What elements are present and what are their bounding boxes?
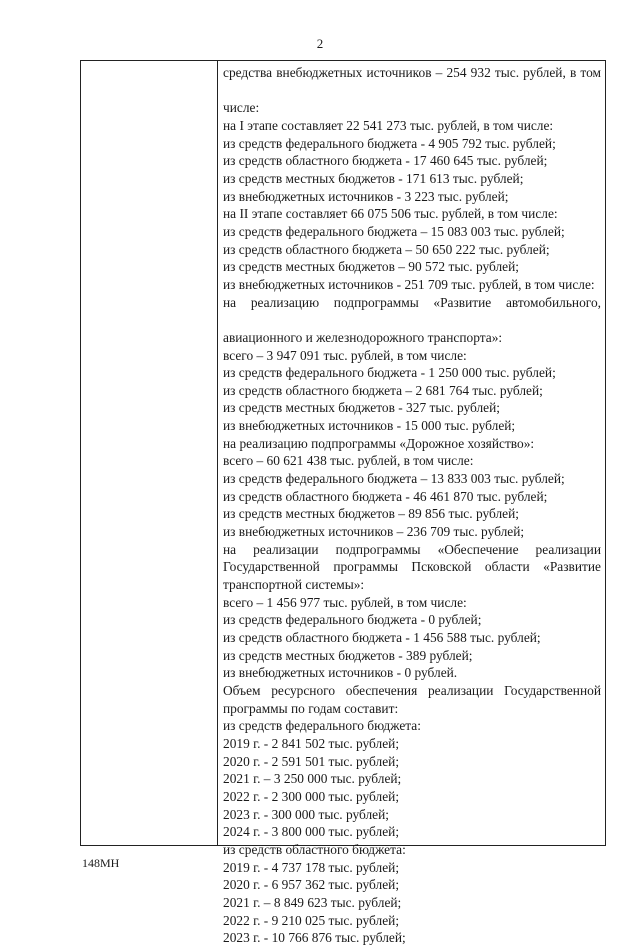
table-right-cell bbox=[218, 61, 605, 946]
text-line: 2022 г. - 9 210 025 тыс. рублей; bbox=[223, 912, 400, 928]
text-line: всего – 3 947 091 тыс. рублей, в том числе: bbox=[223, 347, 467, 363]
text-line: из средств федерального бюджета - 4 905 792 тыс. рублей; bbox=[223, 135, 556, 151]
text-line: 2019 г. - 2 841 502 тыс. рублей; bbox=[223, 735, 400, 751]
text-line: из средств местных бюджетов – 90 572 тыс. рублей; bbox=[223, 259, 519, 275]
text-line: 2020 г. - 2 591 501 тыс. рублей; bbox=[223, 753, 400, 769]
text-line: из средств федерального бюджета - 1 250 000 тыс. рублей; bbox=[223, 365, 556, 381]
text-line: из средств местных бюджетов – 89 856 тыс. рублей; bbox=[223, 506, 519, 522]
text-line: Объем ресурсного обеспечения реализации Государственной программы по годам составит: bbox=[223, 682, 601, 716]
text-line: 2023 г. - 300 000 тыс. рублей; bbox=[223, 806, 389, 822]
text-line: числе: bbox=[223, 100, 260, 116]
text-line: из средств местных бюджетов - 327 тыс. рублей; bbox=[223, 400, 501, 416]
text-line: из средств областного бюджета - 1 456 588 тыс. рублей; bbox=[223, 630, 541, 645]
text-line: из внебюджетных источников - 15 000 тыс. рублей; bbox=[223, 418, 516, 434]
text-line: из средств федерального бюджета - 0 рублей; bbox=[223, 612, 482, 628]
text-line: 2023 г. - 10 766 876 тыс. рублей; bbox=[223, 930, 406, 946]
text-line: из средств областного бюджета – 2 681 764 тыс. рублей; bbox=[223, 382, 543, 398]
text-line: 2022 г. - 2 300 000 тыс. рублей; bbox=[223, 788, 400, 804]
footer-code: 148МН bbox=[82, 856, 120, 870]
text-line: из средств областного бюджета: bbox=[223, 841, 406, 857]
text-line: 2019 г. - 4 737 178 тыс. рублей; bbox=[223, 859, 400, 875]
text-line: 2020 г. - 6 957 362 тыс. рублей; bbox=[223, 877, 400, 893]
text-line: 2021 г. – 3 250 000 тыс. рублей; bbox=[223, 771, 402, 787]
text-line: из внебюджетных источников - 251 709 тыс. рублей, в том числе: bbox=[223, 276, 595, 292]
text-line: из средств местных бюджетов - 389 рублей; bbox=[223, 647, 473, 663]
text-line: из внебюджетных источников - 3 223 тыс. рублей; bbox=[223, 188, 509, 204]
text-line: из внебюджетных источников – 236 709 тыс. рублей; bbox=[223, 524, 525, 540]
text-line: из средств местных бюджетов - 171 613 тыс. рублей; bbox=[223, 170, 524, 186]
text-line: из внебюджетных источников - 0 рублей. bbox=[223, 665, 458, 681]
text-line: на реализацию подпрограммы «Дорожное хозяйство»: bbox=[223, 435, 535, 451]
text-line: на реализацию подпрограммы «Развитие автомобильного, bbox=[223, 294, 601, 310]
text-line: 2024 г. - 3 800 000 тыс. рублей; bbox=[223, 824, 400, 840]
text-line: средства внебюджетных источников – 254 932 тыс. рублей, в том bbox=[223, 65, 601, 80]
text-line: на I этапе составляет 22 541 273 тыс. рублей, в том числе: bbox=[223, 117, 554, 133]
text-line: всего – 1 456 977 тыс. рублей, в том числе: bbox=[223, 594, 467, 610]
text-line: из средств федерального бюджета: bbox=[223, 718, 421, 734]
text-line: авиационного и железнодорожного транспорта»: bbox=[223, 329, 503, 345]
text-line: 2021 г. – 8 849 623 тыс. рублей; bbox=[223, 894, 402, 910]
table-left-cell bbox=[81, 61, 218, 845]
text-line: на реализации подпрограммы «Обеспечение реализации Государственной программы Псковской области «Развитие транспортной системы»: bbox=[223, 541, 601, 593]
text-line: из средств областного бюджета - 46 461 870 тыс. рублей; bbox=[223, 488, 548, 504]
page-number: 2 bbox=[316, 36, 324, 51]
text-line: из средств федерального бюджета – 15 083 003 тыс. рублей; bbox=[223, 223, 565, 239]
text-line: на II этапе составляет 66 075 506 тыс. рублей, в том числе: bbox=[223, 206, 558, 222]
text-line: из средств федерального бюджета – 13 833 003 тыс. рублей; bbox=[223, 471, 565, 487]
text-line: всего – 60 621 438 тыс. рублей, в том числе: bbox=[223, 453, 474, 469]
text-line: из средств областного бюджета – 50 650 222 тыс. рублей; bbox=[223, 241, 550, 257]
text-line: из средств областного бюджета - 17 460 645 тыс. рублей; bbox=[223, 153, 548, 169]
